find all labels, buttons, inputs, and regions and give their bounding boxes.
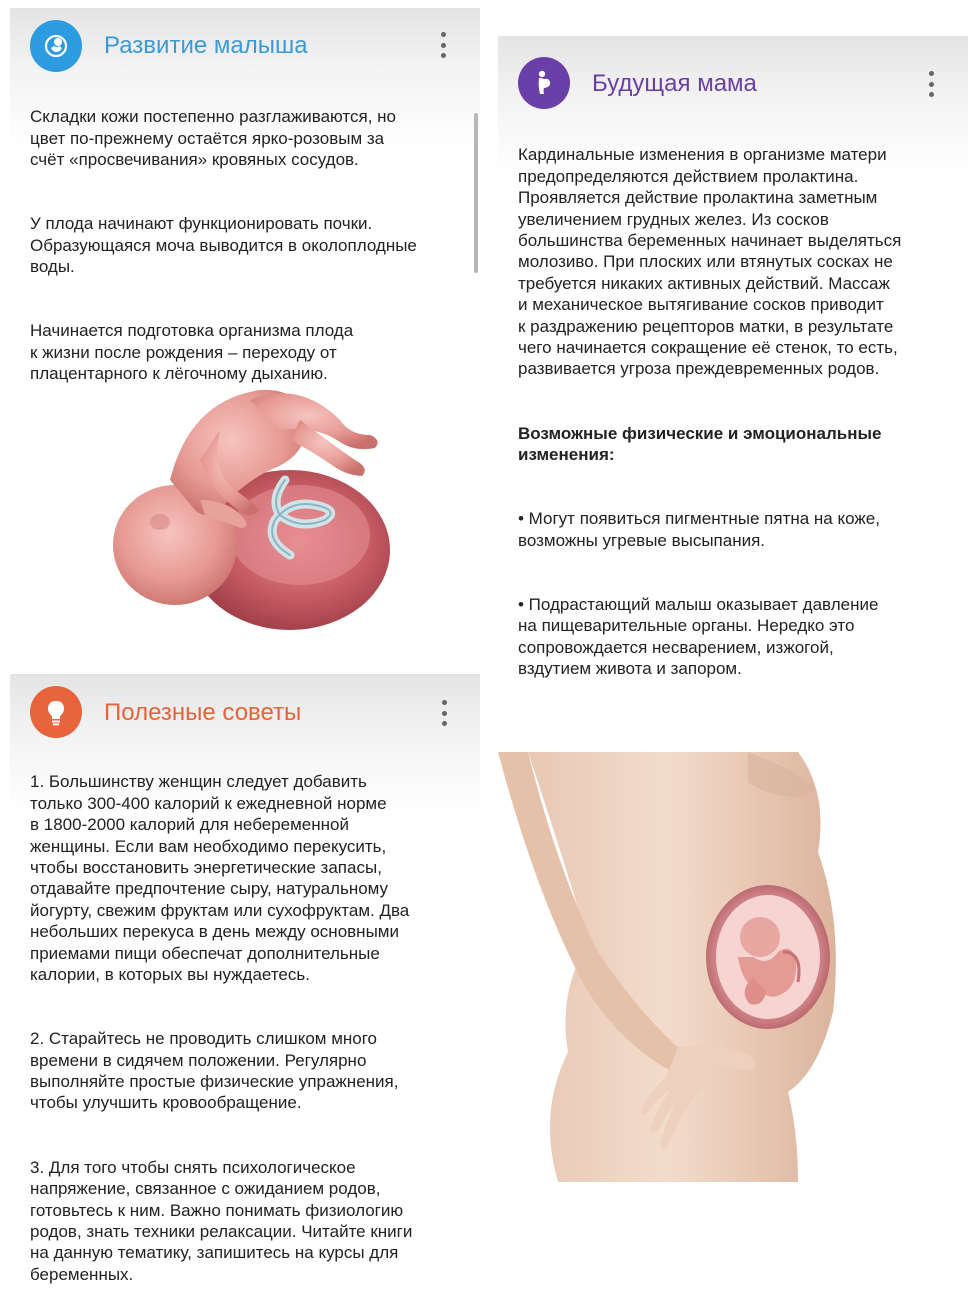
future-mom-card — [498, 36, 968, 679]
more-options-icon[interactable] — [433, 30, 453, 60]
baby-embryo-icon — [30, 20, 82, 72]
bullet-item: • Подрастающий малыш оказывает давление на пищеварительные органы. Нередко это сопровождается несварением, изжогой, вздутием живота и запором. — [518, 594, 879, 679]
useful-tips-card — [10, 674, 480, 1284]
bullet-item: • Могут появиться пигментные пятна на коже, возможны угревые высыпания. — [518, 509, 880, 550]
tip-item: 3. Для того чтобы снять психологическое напряжение, связанное с ожиданием родов, готовьтесь к ним. Важно понимать физиологию родов, знать техники релаксации. Читайте книги на данную тематику, запишитесь на курсы для беременных. — [30, 1157, 413, 1284]
paragraph: Кардинальные изменения в организме матери предопределяются действием пролактина. Проявляется действие пролактина заметным увеличением грудных желез. Из сосков большинства беременных начинает выделяться молозиво. При плоских или втянутых сосках не требуется никаких активных действий. Массаж и механическое вытягивание сосков приводит к раздражению рецепторов матки, в результате чего начинается сокращение её стенок, то есть, развивается угроза преждевременных родов. — [518, 145, 902, 379]
card-body — [518, 123, 963, 701]
lightbulb-icon — [30, 686, 82, 738]
card-body — [30, 85, 470, 406]
more-options-icon[interactable] — [921, 69, 941, 99]
paragraph: Начинается подготовка организма плода к жизни после рождения – переходу от плацентарного к лёгочному дыханию. — [30, 321, 354, 384]
card-title: Развитие малыша — [104, 32, 308, 59]
pregnant-woman-icon — [518, 57, 570, 109]
card-header — [498, 36, 968, 112]
pregnant-body-illustration — [498, 752, 968, 1182]
fetus-illustration — [100, 360, 400, 635]
tip-item: 1. Большинству женщин следует добавить только 300-400 калорий к ежедневной норме в 1800-2000 калорий для небеременной женщины. Если вам необходимо перекусить, чтобы восстановить энергетические запасы, отдавайте предпочтение сыру, натуральному йогурту, свежим фруктам или сухофруктам. Два небольших перекуса в день между основными приемами пищи обеспечат дополнительные калории, в которых вы нуждаетесь. — [30, 772, 410, 985]
paragraph: У плода начинают функционировать почки. Образующаяся моча выводится в околоплодные воды. — [30, 214, 417, 277]
baby-development-card — [10, 8, 480, 630]
card-body — [30, 750, 475, 1307]
card-header — [10, 8, 480, 84]
card-header — [10, 674, 480, 750]
paragraph: Складки кожи постепенно разглаживаются, но цвет по-прежнему остаётся ярко-розовым за счёт «просвечивания» кровяных сосудов. — [30, 107, 397, 170]
card-title: Будущая мама — [592, 70, 757, 97]
section-heading: Возможные физические и эмоциональные изменения: — [518, 423, 882, 465]
more-options-icon[interactable] — [434, 698, 454, 728]
tip-item: 2. Старайтесь не проводить слишком много времени в сидячем положении. Регулярно выполняйте простые физические упражнения, чтобы улучшить кровообращение. — [30, 1029, 399, 1113]
card-title: Полезные советы — [104, 699, 302, 726]
scrollbar[interactable] — [474, 113, 478, 273]
